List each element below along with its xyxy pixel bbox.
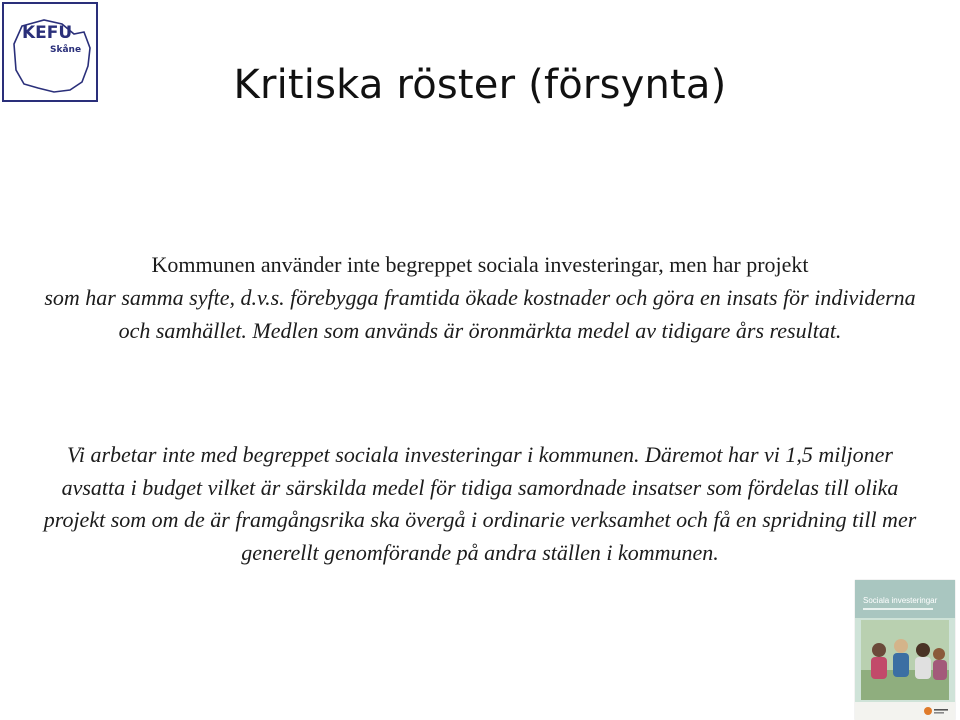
page-title: Kritiska röster (försynta) <box>233 62 727 108</box>
paragraph-1-line-1: Kommunen använder inte begreppet sociala investeringar, men har projekt <box>151 252 809 277</box>
report-cover-image <box>855 580 955 720</box>
report-publisher-logo-icon <box>923 706 949 716</box>
paragraph-1-rest: som har samma syfte, d.v.s. förebygga framtida ökade kostnader och göra en insats för individerna och samhället. Medlen som används är öronmärkta medel av tidigare års resultat. <box>44 285 916 343</box>
svg-text:Skåne: Skåne <box>50 45 82 55</box>
paragraph-1 <box>40 248 920 347</box>
report-cover-title: Sociala investeringar <box>863 596 938 605</box>
paragraph-2: Vi arbetar inte med begreppet sociala investeringar i kommunen. Däremot har vi 1,5 miljoner avsatta i budget vilket är särskilda medel för tidiga samordnade insatser som fördelas till olika projekt som om de är framgångsrika ska övergå i ordinarie verksamhet och få en spridning till mer generellt genomförande på andra ställen i kommunen. <box>43 442 917 565</box>
people-photo-icon <box>861 620 949 700</box>
report-cover-subtitle-line <box>863 608 933 610</box>
svg-text:KEFU: KEFU <box>22 23 73 43</box>
